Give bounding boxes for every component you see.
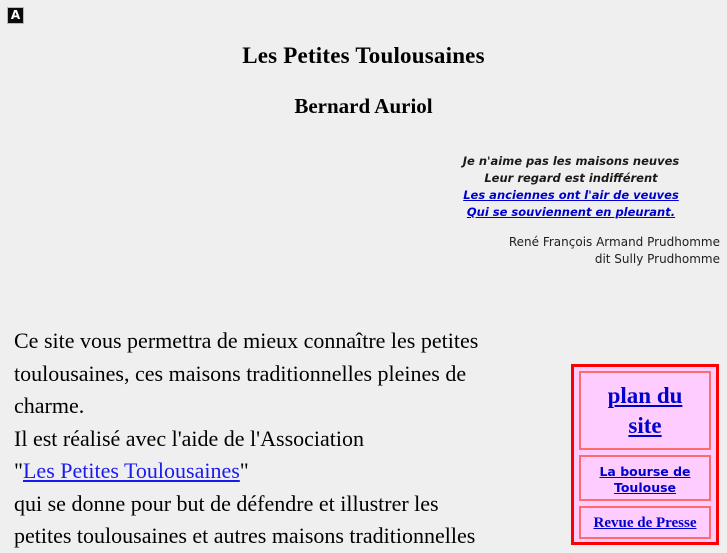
association-link[interactable]: Les Petites Toulousaines [22, 458, 240, 483]
nav-label-line2: site [628, 413, 662, 438]
body-line-7 [14, 520, 562, 553]
nav-link-la-bourse-de-toulouse[interactable] [581, 464, 709, 496]
navigation-panel [571, 364, 719, 545]
body-line-3 [14, 390, 562, 423]
body-line-6 [14, 488, 562, 521]
body-text: toulousaines, ces maisons traditionnelles pleines de [14, 360, 467, 386]
body-text: charme. [14, 393, 85, 418]
nav-label-line1: Revue de Presse [593, 515, 697, 531]
nav-label-line1: plan du [607, 383, 683, 408]
quote-mark-open: " [14, 458, 23, 483]
broken-image-letter-icon[interactable]: A [7, 7, 24, 24]
nav-link-revue-de-presse[interactable] [581, 514, 709, 533]
quote-line-2: Leur regard est indifférent [484, 171, 658, 185]
nav-item-la-bourse-de-toulouse[interactable] [579, 455, 711, 501]
body-text: petites toulousaines et autres maisons traditionnelles [14, 523, 476, 548]
nav-link-plan-du-site[interactable] [581, 381, 709, 441]
body-text: Il est réalisé avec l'aide de l'Association [14, 425, 365, 451]
nav-item-revue-de-presse[interactable] [579, 506, 711, 539]
nav-item-plan-du-site[interactable] [579, 371, 711, 450]
intro-paragraph [14, 325, 562, 553]
body-line-5 [14, 455, 562, 488]
body-line-1 [14, 325, 562, 358]
page-author: Bernard Auriol [294, 94, 433, 118]
body-text: Ce site vous permettra de mieux connaître les petites [14, 328, 479, 353]
quote-attribution-name: René François Armand Prudhomme [508, 235, 720, 249]
nav-label-line1: La bourse de [599, 464, 691, 479]
quote-attribution-pseudonym: dit Sully Prudhomme [594, 252, 720, 266]
quote-mark-close: " [239, 458, 249, 483]
quote-attribution [421, 234, 721, 268]
body-line-2 [14, 358, 562, 391]
nav-label-line2: Toulouse [613, 480, 677, 495]
quote-line-3-link[interactable]: Les anciennes ont l'air de veuves [463, 188, 679, 202]
body-line-4 [14, 423, 562, 456]
page-title: Les Petites Toulousaines [242, 43, 485, 68]
body-text: qui se donne pour but de défendre et illustrer les [14, 490, 439, 516]
quotation-block [421, 153, 721, 268]
quote-line-4-link[interactable]: Qui se souviennent en pleurant. [466, 205, 676, 219]
quote-line-1: Je n'aime pas les maisons neuves [462, 154, 680, 168]
